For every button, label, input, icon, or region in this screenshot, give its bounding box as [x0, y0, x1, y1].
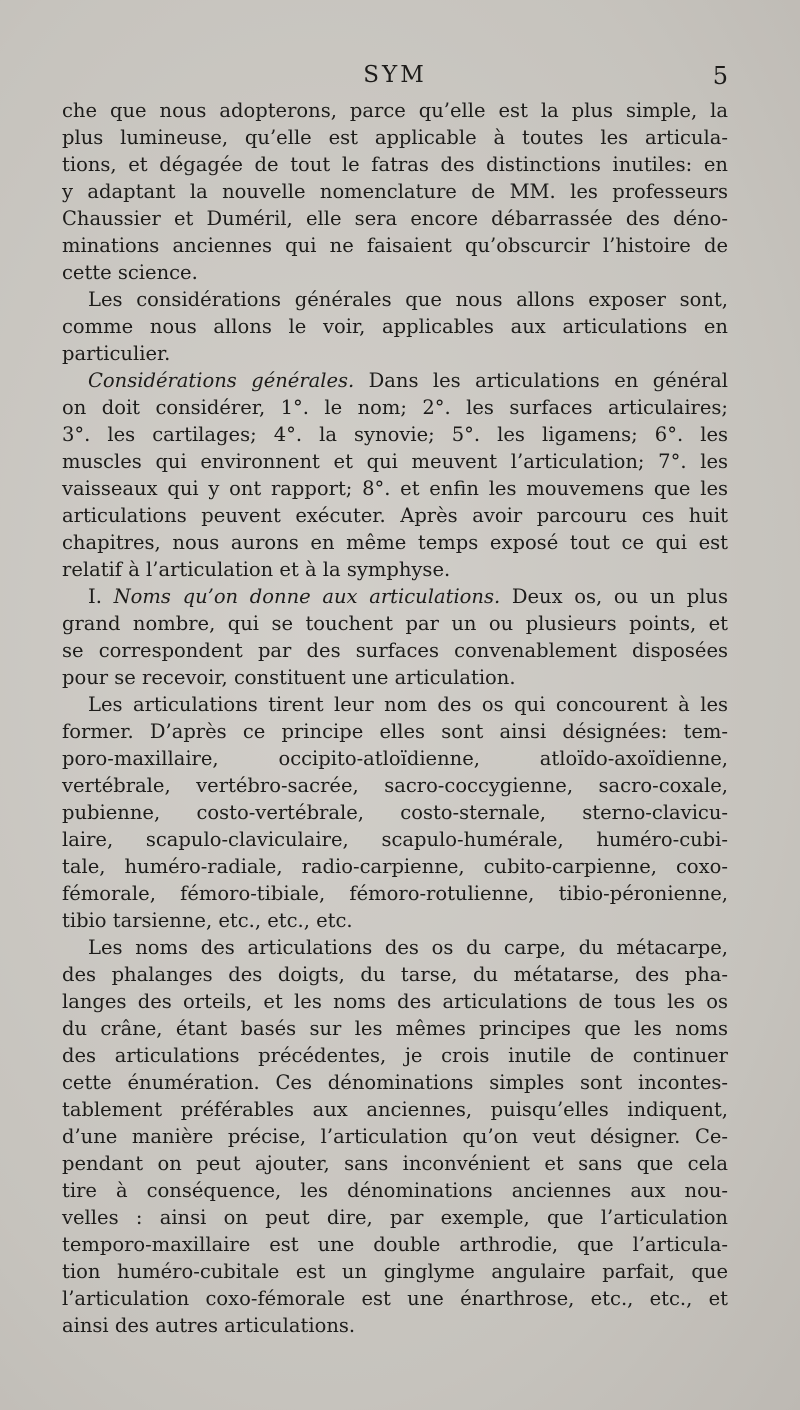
- text-line: ainsi des autres articulations.: [62, 1314, 356, 1337]
- text-line: du crâne, étant basés sur les mêmes principes que les noms: [62, 1017, 728, 1040]
- text-line: relatif à l’articulation et à la symphyse.: [62, 558, 451, 581]
- text-line: pendant on peut ajouter, sans inconvénient et sans que cela: [62, 1152, 728, 1175]
- text-line: tibio tarsienne, etc., etc., etc.: [62, 909, 353, 932]
- section-heading: Considérations générales.: [88, 369, 355, 392]
- text-line: former. D’après ce principe elles sont ainsi désignées: tem-: [62, 720, 728, 743]
- text-line: d’une manière précise, l’articulation qu’on veut désigner. Ce-: [62, 1125, 728, 1148]
- body-text: [62, 97, 728, 1339]
- section-heading-line: I. Noms qu’on donne aux articulations. Deux os, ou un plus: [88, 585, 728, 608]
- text-line: comme nous allons le voir, applicables aux articulations en: [62, 315, 728, 338]
- text-line: che que nous adopterons, parce qu’elle est la plus simple, la: [62, 99, 728, 122]
- text-line: tions, et dégagée de tout le fatras des distinctions inutiles: en: [62, 153, 728, 176]
- text-line: plus lumineuse, qu’elle est applicable à toutes les articula-: [62, 126, 728, 149]
- text-line: Chaussier et Duméril, elle sera encore débarrassée des déno-: [62, 207, 728, 230]
- text-line: tablement préférables aux anciennes, puisqu’elles indiquent,: [62, 1098, 728, 1121]
- page-number: 5: [712, 62, 728, 90]
- text-line: l’articulation coxo-fémorale est une énarthrose, etc., etc., et: [62, 1287, 728, 1310]
- text-line: temporo-maxillaire est une double arthrodie, que l’articula-: [62, 1233, 728, 1256]
- text-line: on doit considérer, 1°. le nom; 2°. les surfaces articulaires;: [62, 396, 728, 419]
- text-line: poro-maxillaire, occipito-atloïdienne, atloïdo-axoïdienne,: [62, 747, 728, 770]
- text-line: tion huméro-cubitale est un ginglyme angulaire parfait, que: [62, 1260, 728, 1283]
- text-line: pubienne, costo-vertébrale, costo-sternale, sterno-clavicu-: [62, 801, 728, 824]
- text-line: velles : ainsi on peut dire, par exemple, que l’articulation: [62, 1206, 728, 1229]
- text-line: muscles qui environnent et qui meuvent l’articulation; 7°. les: [62, 450, 728, 473]
- text-line: pour se recevoir, constituent une articulation.: [62, 666, 516, 689]
- text-line: tale, huméro-radiale, radio-carpienne, cubito-carpienne, coxo-: [62, 855, 728, 878]
- text-line: fémorale, fémoro-tibiale, fémoro-rotulienne, tibio-péronienne,: [62, 882, 728, 905]
- text-line: chapitres, nous aurons en même temps exposé tout ce qui est: [62, 531, 728, 554]
- text-line: Les considérations générales que nous allons exposer sont,: [88, 288, 728, 311]
- text-line: y adaptant la nouvelle nomenclature de MM. les professeurs: [62, 180, 728, 203]
- text-line: Les noms des articulations des os du carpe, du métacarpe,: [88, 936, 728, 959]
- text-line: langes des orteils, et les noms des articulations de tous les os: [62, 990, 728, 1013]
- text-line: particulier.: [62, 342, 171, 365]
- text-line: articulations peuvent exécuter. Après avoir parcouru ces huit: [62, 504, 728, 527]
- text-line: cette science.: [62, 261, 198, 284]
- text-line: laire, scapulo-claviculaire, scapulo-humérale, huméro-cubi-: [62, 828, 728, 851]
- text-line: se correspondent par des surfaces convenablement disposées: [62, 639, 728, 662]
- text-line: tire à conséquence, les dénominations anciennes aux nou-: [62, 1179, 728, 1202]
- text-line: vertébrale, vertébro-sacrée, sacro-coccygienne, sacro-coxale,: [62, 774, 728, 797]
- text-line: vaisseaux qui y ont rapport; 8°. et enfin les mouvemens que les: [62, 477, 728, 500]
- text-line: des articulations précédentes, je crois inutile de continuer: [62, 1044, 728, 1067]
- running-title: SYM: [363, 62, 427, 88]
- text-line: cette énumération. Ces dénominations simples sont incontes-: [62, 1071, 728, 1094]
- text-line: 3°. les cartilages; 4°. la synovie; 5°. les ligamens; 6°. les: [62, 423, 728, 446]
- running-header: [62, 60, 728, 94]
- text-line: Les articulations tirent leur nom des os qui concourent à les: [88, 693, 728, 716]
- text-line: des phalanges des doigts, du tarse, du métatarse, des pha-: [62, 963, 728, 986]
- text-line: minations anciennes qui ne faisaient qu’obscurcir l’histoire de: [62, 234, 728, 257]
- section-heading-line: Considérations générales. Dans les articulations en général: [88, 369, 729, 392]
- section-heading: Noms qu’on donne aux articulations.: [113, 585, 501, 608]
- text-line: grand nombre, qui se touchent par un ou plusieurs points, et: [62, 612, 728, 635]
